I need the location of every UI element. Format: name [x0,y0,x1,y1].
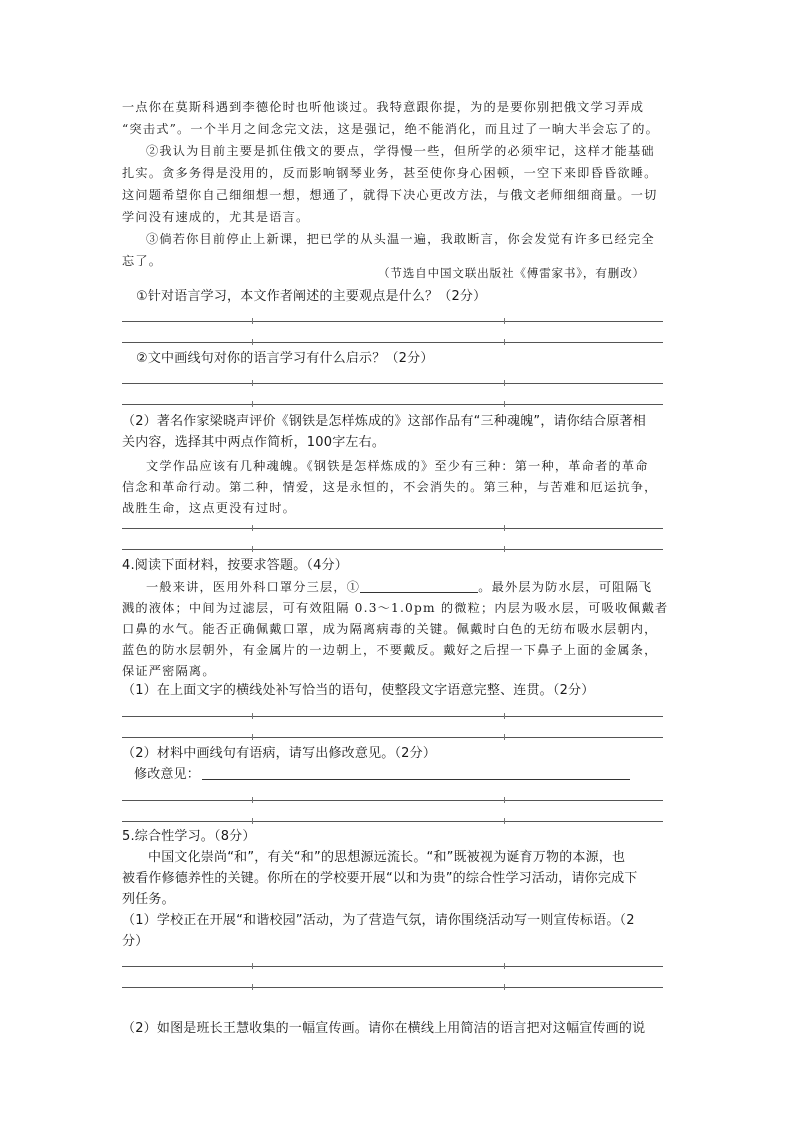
rule-tick [504,984,505,990]
answer-line[interactable] [122,716,663,717]
question-4-heading: 4.阅读下面材料，按要求答题。（4分） [122,558,348,573]
rule-tick [504,339,505,345]
answer-line[interactable] [122,800,663,801]
material-line: 溅的液体；中间为过滤层，可有效阻隔 0.3～1.0pm 的微粒；内层为吸水层，可吸收佩戴者 [122,601,669,615]
question-2-line: 关内容，选择其中两点作简析，100字左右。 [122,435,386,450]
question-1-1: ①针对语言学习，本文作者阐述的主要观点是什么？（2分） [136,289,487,304]
rule-tick [504,963,505,969]
question-5-1-cont: 分） [122,934,149,949]
rule-tick [504,734,505,740]
passage-line: ②我认为目前主要是抓住俄文的要点，学得慢一些，但所学的必须牢记，这样才能基础 [146,144,655,158]
answer-line[interactable] [122,404,663,405]
question-5-1: （1）学校正在开展“和谐校园”活动，为了营造气氛，请你围绕活动写一则宣传标语。（2 [122,913,635,928]
question-1-2: ②文中画线句对你的语言学习有什么启示？（2分） [136,351,434,366]
question-5-2: （2）如图是班长王慧收集的一幅宣传画。请你在横线上用简洁的语言把对这幅宣传画的说 [122,1021,646,1036]
rule-tick [252,339,253,345]
question-4-1: （1）在上面文字的横线处补写恰当的语句，使整段文字语意完整、连贯。（2分） [122,683,595,698]
rule-tick [252,318,253,324]
answer-line[interactable] [122,321,663,322]
answer-line[interactable] [122,528,663,529]
fill-blank-1[interactable] [360,580,478,593]
passage-source: （节选自中国文联出版社《傅雷家书》，有删改） [378,266,645,280]
rule-tick [504,818,505,824]
material-line: 保证严密隔离。 [122,664,216,678]
rule-tick [504,380,505,386]
answer-text: 文学作品应该有几种魂魄。《钢铁是怎样炼成的》至少有三种：第一种，革命者的革命 [146,459,649,473]
revise-label: 修改意见： [134,767,201,782]
question-5-heading: 5.综合性学习。（8分） [122,829,256,844]
answer-line[interactable] [122,549,663,550]
revise-row [134,766,630,784]
rule-tick [504,401,505,407]
q5-paragraph-line: 中国文化崇尚“和”，有关“和”的思想源远流长。“和”既被视为诞育万物的本源，也 [148,850,626,865]
rule-tick [504,525,505,531]
material-line [146,578,652,596]
rule-tick [252,984,253,990]
passage-line: 这问题希望你自己细细想一想，想通了，就得下决心更改方法，与俄文老师细细商量。一切 [122,188,658,202]
passage-line: 一点你在莫斯科遇到李德伦时也听他谈过。我特意跟你提，为的是要你别把俄文学习弄成 [122,100,645,114]
q5-paragraph-line: 列任务。 [122,892,175,907]
answer-line[interactable] [122,342,663,343]
passage-line: ③倘若你目前停止上新课，把已学的从头温一遍，我敢断言，你会发觉有许多已经完全 [146,232,655,246]
material-line: 蓝色的防水层朝外，有金属片的一边朝上，不要戴反。戴好之后捏一下鼻子上面的金属条， [122,643,658,657]
passage-line: “突击式”。一个半月之间念完文法，这是强记，绝不能消化，而且过了一晌大半会忘了的。 [122,122,659,136]
rule-tick [252,734,253,740]
answer-text: 战胜生命，这点更没有过时。 [122,501,297,515]
question-4-2: （2）材料中画线句有语病，请写出修改意见。（2分） [122,746,437,761]
answer-line[interactable] [122,966,663,967]
rule-tick [252,797,253,803]
passage-line: 学问没有速成的，尤其是语言。 [122,210,310,224]
answer-line[interactable] [122,383,663,384]
material-text: 一般来讲，医用外科口罩分三层，① [146,580,361,594]
revise-input-line[interactable] [202,767,630,780]
answer-line[interactable] [122,821,663,822]
passage-line: 扎实。贪多务得是没用的，反而影响钢琴业务，甚至使你身心困顿，一空下来即昏昏欲睡。 [122,166,658,180]
rule-tick [252,546,253,552]
material-line: 口鼻的水气。能否正确佩戴口罩，成为隔离病毒的关键。佩戴时白色的无纺布吸水层朝内， [122,622,658,636]
answer-line[interactable] [122,737,663,738]
rule-tick [252,818,253,824]
rule-tick [252,401,253,407]
rule-tick [252,963,253,969]
rule-tick [252,525,253,531]
passage-line: 忘了。 [122,254,163,268]
rule-tick [252,380,253,386]
material-text: 。最外层为防水层，可阻隔飞 [478,580,653,594]
q5-paragraph-line: 被看作修德养性的关键。你所在的学校要开展“以和为贵”的综合性学习活动，请你完成下 [122,871,638,886]
question-2-line: （2）著名作家梁晓声评价《钢铁是怎样炼成的》这部作品有“三种魂魄”，请你结合原著相 [122,414,646,429]
answer-text: 信念和革命行动。第二种，情爱，这是永恒的，不会消失的。第三种，与苦难和厄运抗争， [122,480,658,494]
answer-line[interactable] [122,987,663,988]
rule-tick [504,546,505,552]
rule-tick [504,318,505,324]
rule-tick [504,713,505,719]
rule-tick [252,713,253,719]
rule-tick [504,797,505,803]
